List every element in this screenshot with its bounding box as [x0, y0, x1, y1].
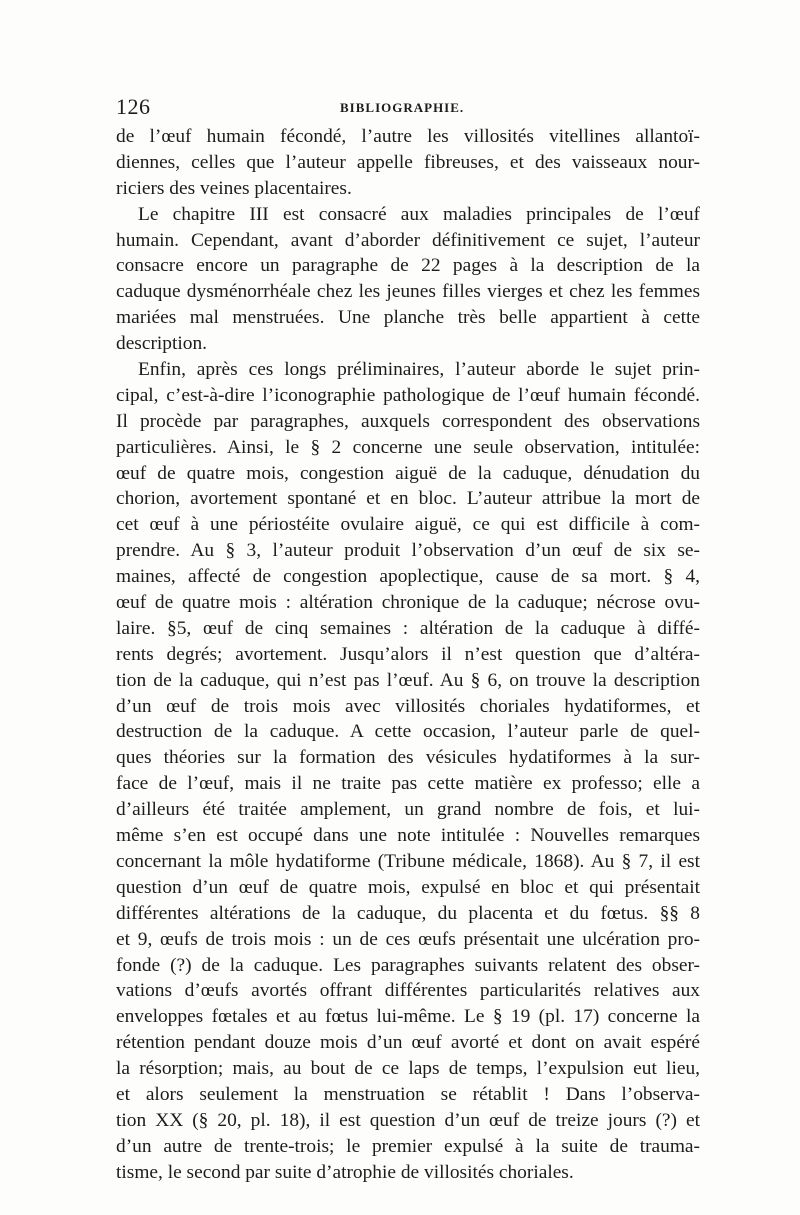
text-line: d’ailleurs été traitée amplement, un grand nombre de fois, et lui-: [116, 799, 700, 821]
body-text: [116, 124, 700, 1186]
text-line: diennes, celles que l’auteur appelle fibreuses, et des vaisseaux nour-: [116, 151, 700, 173]
text-line: face de l’œuf, mais il ne traite pas cette matière ex professo; elle a: [116, 773, 700, 795]
text-line: Il procède par paragraphes, auxquels correspondent des observations: [116, 410, 700, 432]
text-line: cipal, c’est-à-dire l’iconographie pathologique de l’œuf humain fécondé.: [116, 384, 700, 406]
text-line: Le chapitre III est consacré aux maladies principales de l’œuf: [138, 203, 700, 225]
text-line: laire. §5, œuf de cinq semaines : altération de la caduque à diffé-: [116, 617, 700, 639]
text-line: prendre. Au § 3, l’auteur produit l’observation d’un œuf de six se-: [116, 540, 700, 562]
page-header: [116, 94, 698, 124]
text-line: de l’œuf humain fécondé, l’autre les villosités vitellines allantoï-: [116, 126, 700, 147]
text-line: fonde (?) de la caduque. Les paragraphes suivants relatent des obser-: [116, 954, 700, 976]
text-line: rents degrés; avortement. Jusqu’alors il n’est question que d’altéra-: [116, 643, 700, 665]
text-line: consacre encore un paragraphe de 22 pages à la description de la: [116, 255, 700, 277]
text-line: particulières. Ainsi, le § 2 concerne une seule observation, intitulée:: [116, 436, 700, 458]
text-line: rétention pendant douze mois d’un œuf avorté et dont on avait espéré: [116, 1032, 700, 1054]
text-line: d’un autre de trente-trois; le premier expulsé à la suite de trauma-: [116, 1135, 700, 1157]
text-line: vations d’œufs avortés offrant différentes particularités relatives aux: [116, 980, 700, 1002]
text-line: chorion, avortement spontané et en bloc. L’auteur attribue la mort de: [116, 488, 700, 510]
text-line: œuf de quatre mois : altération chronique de la caduque; nécrose ovu-: [116, 592, 700, 614]
text-line: maines, affecté de congestion apoplectique, cause de sa mort. § 4,: [116, 566, 700, 588]
text-line: Enfin, après ces longs préliminaires, l’auteur aborde le sujet prin-: [138, 359, 700, 381]
text-line: riciers des veines placentaires.: [116, 177, 352, 199]
text-line: d’un œuf de trois mois avec villosités choriales hydatiformes, et: [116, 695, 700, 717]
text-line: description.: [116, 333, 208, 355]
text-line: destruction de la caduque. A cette occasion, l’auteur parle de quel-: [116, 721, 700, 743]
text-line: et alors seulement la menstruation se rétablit ! Dans l’observa-: [116, 1083, 700, 1105]
text-line: caduque dysménorrhéale chez les jeunes filles vierges et chez les femmes: [116, 281, 700, 303]
text-line: concernant la môle hydatiforme (Tribune médicale, 1868). Au § 7, il est: [116, 850, 700, 872]
text-line: tion de la caduque, qui n’est pas l’œuf. Au § 6, on trouve la description: [116, 669, 700, 691]
text-line: la résorption; mais, au bout de ce laps de temps, l’expulsion eut lieu,: [116, 1058, 700, 1080]
text-line: œuf de quatre mois, congestion aiguë de la caduque, dénudation du: [116, 462, 700, 484]
text-line: cet œuf à une périostéite ovulaire aiguë, ce qui est difficile à com-: [116, 514, 700, 536]
text-line: tisme, le second par suite d’atrophie de villosités choriales.: [116, 1161, 574, 1183]
text-line: humain. Cependant, avant d’aborder définitivement ce sujet, l’auteur: [116, 229, 700, 251]
text-line: tion XX (§ 20, pl. 18), il est question d’un œuf de treize jours (?) et: [116, 1109, 700, 1131]
text-line: même s’en est occupé dans une note intitulée : Nouvelles remarques: [116, 825, 700, 847]
text-line: différentes altérations de la caduque, du placenta et du fœtus. §§ 8: [116, 902, 700, 924]
text-line: et 9, œufs de trois mois : un de ces œufs présentait une ulcération pro-: [116, 928, 700, 950]
text-line: mariées mal menstruées. Une planche très belle appartient à cette: [116, 307, 700, 329]
text-line: enveloppes fœtales et au fœtus lui-même. Le § 19 (pl. 17) concerne la: [116, 1006, 700, 1028]
running-title: BIBLIOGRAPHIE.: [340, 100, 465, 115]
page-number: 126: [116, 94, 151, 119]
text-line: question d’un œuf de quatre mois, expulsé en bloc et qui présentait: [116, 876, 700, 898]
text-line: ques théories sur la formation des vésicules hydatiformes à la sur-: [116, 747, 700, 769]
